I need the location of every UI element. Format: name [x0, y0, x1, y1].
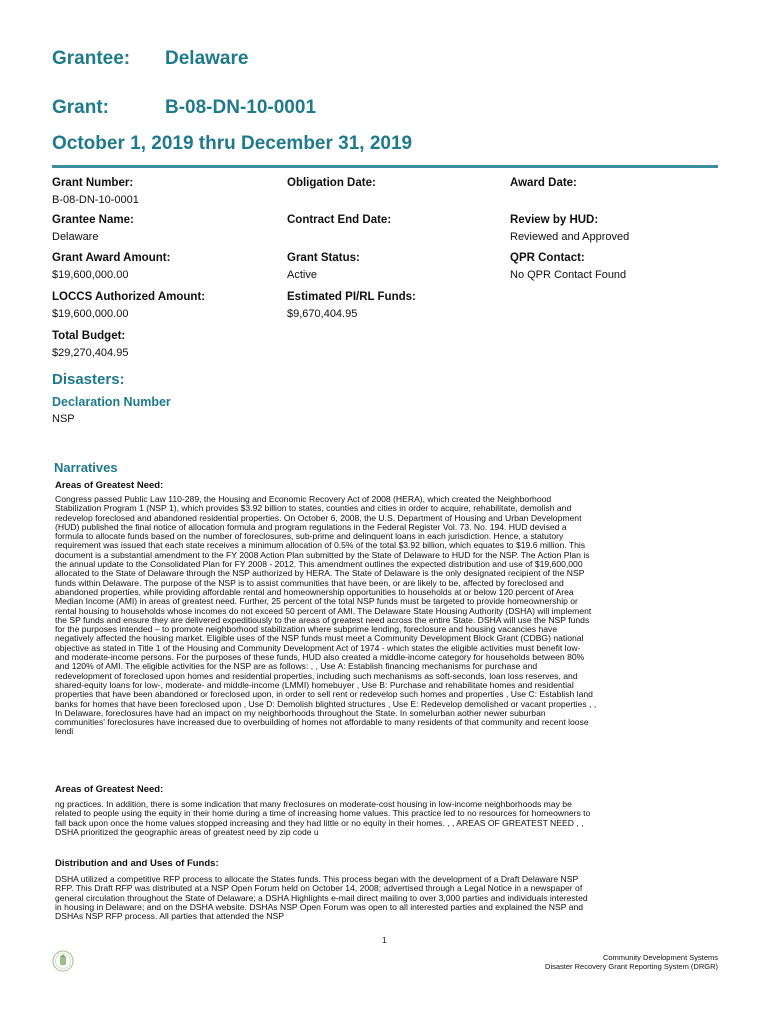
footer-report-name: Disaster Recovery Grant Reporting System (DRGR): [545, 962, 718, 971]
field-value: B-08-DN-10-0001: [52, 194, 139, 206]
field-value: Active: [287, 269, 317, 281]
grantee-name-field: [52, 214, 134, 243]
declaration-number-label: Declaration Number: [52, 395, 171, 409]
loccs-authorized-amount-field: [52, 291, 205, 320]
qpr-contact-field: [510, 252, 626, 281]
field-label: QPR Contact:: [510, 252, 585, 264]
field-label: Grant Award Amount:: [52, 252, 171, 264]
field-value: Reviewed and Approved: [510, 231, 630, 243]
grant-number-field: [52, 177, 139, 206]
field-label: Grant Status:: [287, 252, 360, 264]
grantee-value: Delaware: [165, 48, 249, 69]
section-heading: Distribution and and Uses of Funds:: [55, 858, 219, 869]
field-label: Contract End Date:: [287, 214, 392, 226]
field-value: $9,670,404.95: [287, 308, 358, 320]
grant-award-amount-field: [52, 252, 170, 281]
grant-status-field: [287, 252, 360, 281]
field-value: $19,600,000.00: [52, 308, 129, 320]
field-label: LOCCS Authorized Amount:: [52, 291, 206, 303]
section-heading: Areas of Greatest Need:: [55, 480, 164, 491]
field-value: No QPR Contact Found: [510, 269, 627, 281]
field-value: $19,600,000.00: [52, 269, 129, 281]
field-label: Total Budget:: [52, 330, 126, 342]
grant-label: Grant:: [52, 97, 109, 118]
footer-system-name: Community Development Systems: [602, 953, 718, 962]
section-heading: Areas of Greatest Need:: [55, 784, 164, 795]
review-by-hud-field: [510, 214, 629, 243]
award-date-field: [510, 177, 577, 194]
field-label: Grantee Name:: [52, 214, 134, 226]
header-divider: [52, 165, 718, 168]
field-label: Estimated PI/RL Funds:: [287, 291, 416, 303]
disasters-heading: Disasters:: [52, 371, 125, 388]
section-text: DSHA utilized a competitive RFP process to allocate the States funds. This process began with the development of a Draft Delaware NSP RFP. This Draft RFP was distributed at a NSP Open Forum held on October 14, 2008; advertised through a Legal Notice in a newspaper of general circulation throughout the State of Delaware; a DSHA Highlights e-mail direct mailing to over 3,000 parties and individuals interested in housing in Delaware; and on the DSHA website. DSHAs NSP Open Forum was open to all interested parties and explained the NSP and DSHAs NSP RFP process. All parties that attended the NSP: [55, 874, 588, 922]
field-value: Delaware: [52, 231, 99, 243]
section-text: Congress passed Public Law 110-289, the Housing and Economic Recovery Act of 2008 (HERA), which created the Neighborhood Stabilization Program 1 (NSP 1), which provides $3.92 billion to states, counties and cities in order to acquire, rehabilitate, demolish and redevelop foreclosed and abandoned residential properties. On October 6, 2008, the U.S. Department of Housing and Urban Development (HUD) published the final notice of allocation formula and program regulations in the Federal Register Vol. 73. No. 194. HUD devised a formula to allocate funds based on the number of foreclosures, sub-prime and delinquent loans in each jurisdiction. Hence, a statutory requirement was issued that each state receives a minimum allocation of 0.5% of the total $3.92 billion, which equates to $19.6 million. This document is a substantial amendment to the FY 2008 Action Plan submitted by the State of Delaware to HUD for the NSP. The Action Plan is the annual update to the Consolidated Plan for FY 2008 - 2012. This amendment outlines the expected distribution and use of $19,600,000 allocated to the State of Delaware through the NSP authorized by HERA. The State of Delaware is the only designated recipient of the NSP funds within Delaware. The purpose of the NSP is to assist communities that have been, or are likely to be, affected by foreclosed and abandoned properties, while providing affordable rental and homeownership opportunities to households at or below 120 percent of Area Median Income (AMI) in areas of greatest need. Further, 25 percent of the total NSP funds must be targeted to provide homeownership or rental housing to households whose incomes do not exceed 50 percent of AMI. The Delaware State Housing Authority (DSHA) will implement the SP funds and ensure they are delivered expeditiously to the areas of greatest need across the entire State. DSHA will use the NSP funds for the purposes intended – to promote neighborhood stabilization where subprime lending, foreclosure and housing vacancies have negatively affected the housing market. Eligible uses of the NSP funds must meet a Community Development Block Grant (CDBG) national objective as stated in Title 1 of the Housing and Community Development Act of 1974 - which states the eligible activities must benefit low- and moderate-income persons. For the purposes of these funds, HUD also created a middle-income category for households between 80% and 120% of AMI. The eligible activities for the NSP are as follows: , , Use A: Establish financing mechanisms for purchase and redevelopment of foreclosed upon homes and residential properties, including such mechanisms as soft-seconds, loan loss reserves, and shared-equity loans for low-, moderate- and middle-income (LMMI) homebuyer , Use B: Purchase and rehabilitate homes and residential properties that have been abandoned or foreclosed upon, in order to sell rent or redevelop such homes and properties , Use C: Establish land banks for homes that have been foreclosed upon , Use D: Demolish blighted structures , Use E: Redevelop demolished or vacant properties , , In Delaware, foreclosures have had an impact on my neighborhoods throughout the State. In someIurban aother newer suburban communities' foreclosures have increased due to overbuilding of homes not affordable to many residents of that community and recent loose lendi: [55, 494, 597, 737]
field-value: $29,270,404.95: [52, 347, 129, 359]
page-number: 1: [382, 935, 387, 945]
field-label: Grant Number:: [52, 177, 134, 189]
narratives-heading: Narratives: [54, 460, 118, 475]
grantee-heading: [52, 48, 248, 70]
section-text: ng practices. In addition, there is some indication that many freclosures on moderate-cost housing in low-income neighborhoods may be related to people using the equity in their home during a time of increasing home values. This practice led to no resources for homeowners to fall back upon once the home values stopped increasing and they had little or no equity in their homes. , , AREAS OF GREATEST NEED , , DSHA prioritized the geographic areas of greatest need by zip code u: [55, 799, 591, 837]
contract-end-date-field: [287, 214, 391, 231]
reporting-period: October 1, 2019 thru December 31, 2019: [52, 133, 413, 154]
field-label: Obligation Date:: [287, 177, 376, 189]
obligation-date-field: [287, 177, 376, 194]
total-budget-field: [52, 330, 128, 359]
estimated-pirl-funds-field: [287, 291, 416, 320]
field-label: Award Date:: [510, 177, 577, 189]
grantee-label: Grantee:: [52, 48, 131, 69]
grant-heading: [52, 97, 316, 119]
grant-value: B-08-DN-10-0001: [165, 97, 317, 118]
hud-seal-icon: [52, 950, 74, 972]
field-label: Review by HUD:: [510, 214, 599, 226]
declaration-number-value: NSP: [52, 413, 75, 425]
